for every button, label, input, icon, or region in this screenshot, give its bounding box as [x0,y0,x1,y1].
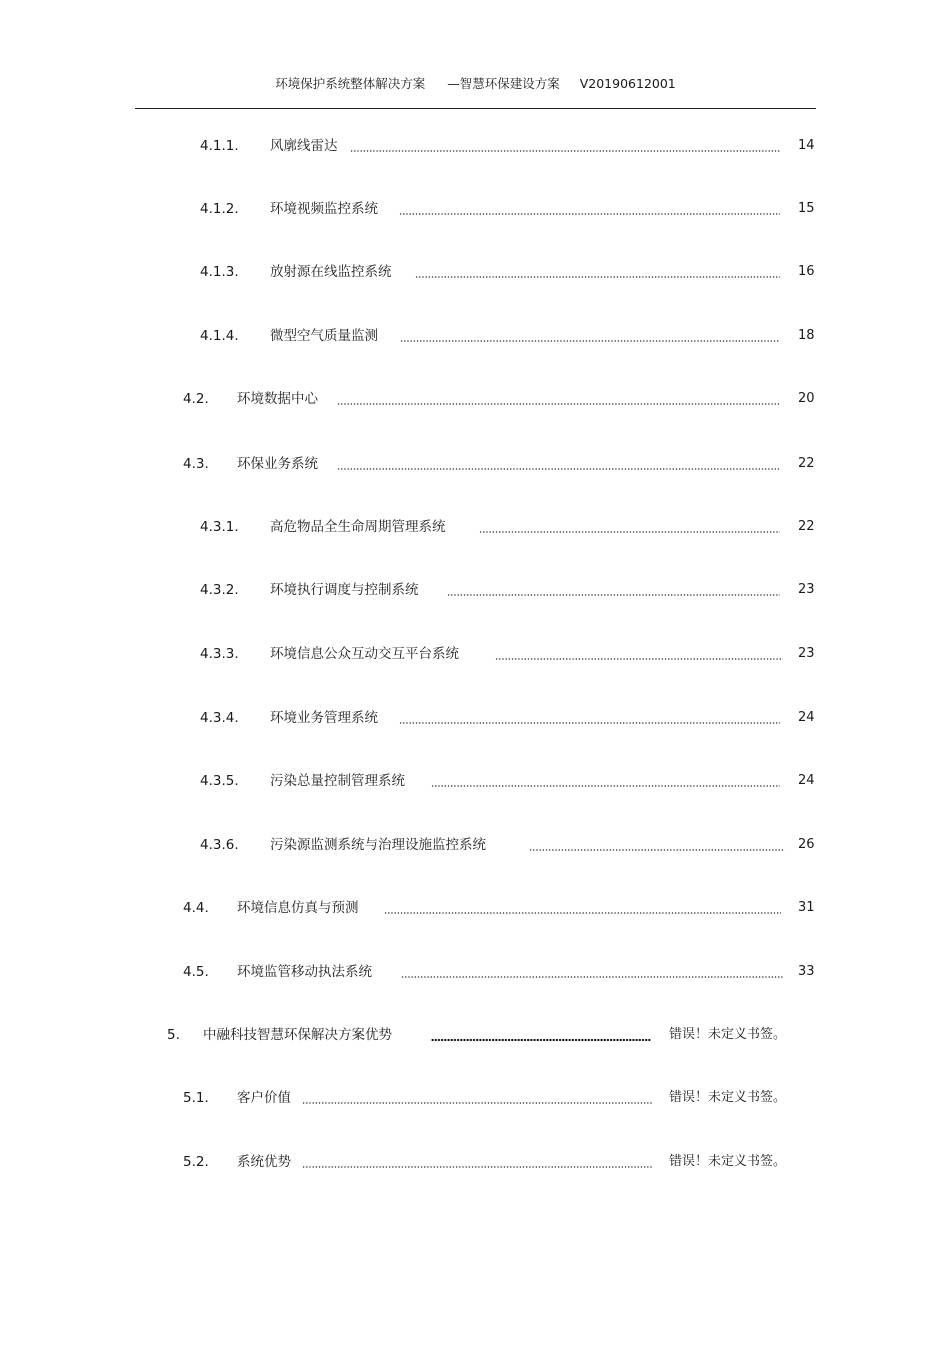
toc-title: 环境业务管理系统 [270,710,378,726]
toc-page: 错误！未定义书签。 [669,1154,787,1169]
toc-entry[interactable] [0,643,950,665]
toc-title: 客户价值 [237,1090,291,1106]
toc-entry[interactable] [0,1024,950,1046]
toc-title: 环境执行调度与控制系统 [270,582,419,598]
toc-page: 18 [798,328,815,343]
toc-title: 环境信息仿真与预测 [237,900,359,916]
toc-number: 4.3.4. [200,710,239,726]
toc-number: 4.3.5. [200,773,239,789]
toc-number: 4.2. [183,391,209,407]
toc-title: 风廓线雷达 [270,138,338,154]
toc-number: 5.1. [183,1090,209,1106]
toc-page: 16 [798,264,815,279]
toc-leader-dots [447,579,780,601]
toc-leader-dots [415,261,780,283]
toc-entry[interactable] [0,834,950,856]
page-header [135,74,816,94]
toc-number: 4.3.2. [200,582,239,598]
toc-title: 环境监管移动执法系统 [237,964,372,980]
toc-leader-dots [302,1151,652,1173]
toc-leader-dots [384,897,781,919]
toc-title: 环境数据中心 [237,391,318,407]
toc-page: 22 [798,519,815,534]
toc-title: 中融科技智慧环保解决方案优势 [203,1027,392,1043]
toc-number: 5.2. [183,1154,209,1170]
toc-entry[interactable] [0,897,950,919]
toc-entry[interactable] [0,1151,950,1173]
toc-title: 环保业务系统 [237,456,318,472]
toc-page: 31 [798,900,815,915]
toc-leader-dots [399,198,780,220]
toc-leader-dots [337,388,780,410]
toc-page: 23 [798,646,815,661]
header-divider [135,108,816,109]
toc-entry[interactable] [0,1087,950,1109]
toc-leader-dots [479,516,780,538]
toc-number: 4.4. [183,900,209,916]
toc-entry[interactable] [0,707,950,729]
toc-title: 环境信息公众互动交互平台系统 [270,646,459,662]
toc-page: 错误！未定义书签。 [669,1090,787,1105]
toc-entry[interactable] [0,135,950,157]
toc-number: 4.3.3. [200,646,239,662]
toc-number: 4.1.4. [200,328,239,344]
toc-page: 14 [798,138,815,153]
toc-leader-dots [431,770,780,792]
header-title: 环境保护系统整体解决方案 [275,76,426,91]
toc-entry[interactable] [0,516,950,538]
toc-entry[interactable] [0,770,950,792]
toc-entry[interactable] [0,198,950,220]
toc-entry[interactable] [0,388,950,410]
toc-leader-dots [350,135,780,157]
toc-number: 4.3.6. [200,837,239,853]
toc-entry[interactable] [0,325,950,347]
toc-leader-dots [401,961,783,983]
header-version: V20190612001 [579,76,676,91]
toc-page: 26 [798,837,815,852]
toc-number: 4.1.3. [200,264,239,280]
toc-leader-dots [400,325,780,347]
toc-leader-dots [302,1087,652,1109]
toc-page: 15 [798,201,815,216]
toc-number: 4.3. [183,456,209,472]
toc-page: 22 [798,456,815,471]
toc-page: 错误！未定义书签。 [669,1027,787,1042]
toc-number: 4.1.1. [200,138,239,154]
toc-number: 5. [167,1027,180,1043]
toc-number: 4.1.2. [200,201,239,217]
toc-page: 23 [798,582,815,597]
toc-page: 24 [798,710,815,725]
toc-page: 33 [798,964,815,979]
toc-entry[interactable] [0,579,950,601]
toc-leader-dots [431,1024,651,1046]
toc-title: 污染源监测系统与治理设施监控系统 [270,837,486,853]
toc-leader-dots [529,834,785,856]
toc-title: 放射源在线监控系统 [270,264,392,280]
toc-entry[interactable] [0,453,950,475]
toc-leader-dots [495,643,783,665]
toc-page: 20 [798,391,815,406]
toc-title: 系统优势 [237,1154,291,1170]
header-subtitle: —智慧环保建设方案 [447,76,560,91]
toc-number: 4.3.1. [200,519,239,535]
toc-leader-dots [399,707,780,729]
toc-title: 高危物品全生命周期管理系统 [270,519,446,535]
toc-leader-dots [337,453,780,475]
toc-title: 微型空气质量监测 [270,328,378,344]
toc-entry[interactable] [0,261,950,283]
toc-page: 24 [798,773,815,788]
toc-title: 污染总量控制管理系统 [270,773,405,789]
toc-number: 4.5. [183,964,209,980]
toc-title: 环境视频监控系统 [270,201,378,217]
toc-entry[interactable] [0,961,950,983]
